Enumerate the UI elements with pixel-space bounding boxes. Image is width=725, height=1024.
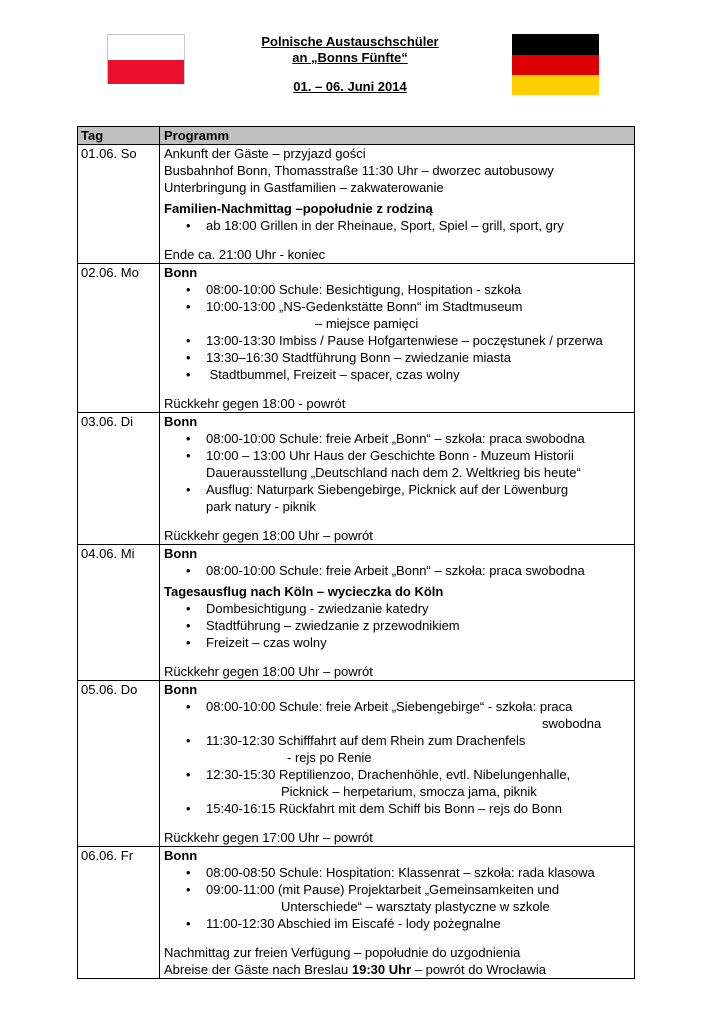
afternoon-note: Nachmittag zur freien Verfügung – popołudnie do uzgodnienia [164,945,521,960]
list-item: • 09:00-11:00 (mit Pause) Projektarbeit „Gemeinsamkeiten und [164,881,630,898]
list-item-continuation: – miejsce pamięci [315,316,419,331]
day-cell: 05.06. Do [78,681,160,847]
section-heading: Tagesausflug nach Köln – wycieczka do Köln [164,584,444,599]
table-row [78,847,635,979]
location-heading: Bonn [164,848,198,863]
table-row [78,264,635,413]
list-item: • Freizeit – czas wolny [164,634,630,651]
day-cell: 04.06. Mi [78,545,160,681]
list-item: • Dombesichtigung - zwiedzanie katedry [164,600,630,617]
program-line: Busbahnhof Bonn, Thomasstraße 11:30 Uhr – dworzec autobusowy [164,163,554,178]
list-item: • 08:00-08:50 Schule: Hospitation: Klassenrat – szkoła: rada klasowa [164,864,630,881]
list-item: • 13:00-13:30 Imbiss / Pause Hofgartenwiese – poczęstunek / przerwa [164,332,630,349]
program-cell [160,681,635,847]
table-row [78,413,635,545]
poland-flag-red-stripe [108,60,184,84]
list-item: • 08:00-10:00 Schule: Besichtigung, Hospitation - szkoła [164,281,630,298]
header-dates: 01. – 06. Juni 2014 [293,79,407,94]
list-item: • Ausflug: Naturpark Siebengebirge, Picknick auf der Löwenburg [164,481,630,498]
program-cell [160,545,635,681]
document-header [200,34,500,95]
list-item: • 08:00-10:00 Schule: freie Arbeit „Bonn“ – szkoła: praca swobodna [164,430,630,447]
location-heading: Bonn [164,265,198,280]
list-item: • ab 18:00 Grillen in der Rheinaue, Sport, Spiel – grill, sport, gry [164,217,630,234]
germany-flag-black-stripe [512,34,599,55]
program-cell [160,145,635,264]
schedule-table [77,126,635,979]
table-row [78,545,635,681]
return-note: Rückkehr gegen 18:00 - powrót [164,396,346,411]
list-item-continuation: - rejs po Renie [287,750,372,765]
list-item: • 08:00-10:00 Schule: freie Arbeit „Siebengebirge“ - szkoła: praca [164,698,630,715]
location-heading: Bonn [164,414,198,429]
departure-time: 19:30 Uhr [351,962,412,977]
list-item: • 10:00-13:00 „NS-Gedenkstätte Bonn“ im Stadtmuseum [164,298,630,315]
list-item-continuation: Unterschiede“ – warsztaty plastyczne w szkole [281,899,550,914]
germany-flag [512,34,599,95]
list-item: • 11:00-12:30 Abschied im Eiscafé - lody pożegnalne [164,915,630,932]
header-title: Polnische Austauschschüler [261,34,439,49]
list-item-continuation: park natury - piknik [206,499,316,514]
program-cell [160,264,635,413]
list-item: • 08:00-10:00 Schule: freie Arbeit „Bonn“ – szkoła: praca swobodna [164,562,630,579]
poland-flag-white-stripe [108,35,184,60]
return-note: Rückkehr gegen 17:00 Uhr – powrót [164,830,373,845]
column-header-day: Tag [78,127,160,145]
germany-flag-red-stripe [512,55,599,75]
table-header-row [78,127,635,145]
germany-flag-gold-stripe [512,75,599,95]
list-item-continuation: Picknick – herpetarium, smocza jama, piknik [281,784,537,799]
return-note: Ende ca. 21:00 Uhr - koniec [164,247,326,262]
day-cell: 02.06. Mo [78,264,160,413]
list-item: • Stadtführung – zwiedzanie z przewodnikiem [164,617,630,634]
list-item-continuation: Dauerausstellung „Deutschland nach dem 2. Weltkrieg bis heute“ [206,465,581,480]
return-note: Rückkehr gegen 18:00 Uhr – powrót [164,528,373,543]
section-heading: Familien-Nachmittag –popołudnie z rodziną [164,201,433,216]
list-item: • 13:30–16:30 Stadtführung Bonn – zwiedzanie miasta [164,349,630,366]
table-row [78,681,635,847]
departure-text: Abreise der Gäste nach Breslau [164,962,352,977]
day-cell: 01.06. So [78,145,160,264]
list-item: • 11:30-12:30 Schifffahrt auf dem Rhein zum Drachenfels [164,732,630,749]
header-subtitle: an „Bonns Fünfte“ [292,50,408,65]
location-heading: Bonn [164,546,198,561]
return-note: Rückkehr gegen 18:00 Uhr – powrót [164,664,373,679]
program-line: Unterbringung in Gastfamilien – zakwaterowanie [164,180,444,195]
list-item: • Stadtbummel, Freizeit – spacer, czas wolny [164,366,630,383]
list-item: • 15:40-16:15 Rückfahrt mit dem Schiff bis Bonn – rejs do Bonn [164,800,630,817]
departure-note [164,961,630,978]
table-row [78,145,635,264]
list-item-continuation: swobodna [542,716,602,731]
day-cell: 03.06. Di [78,413,160,545]
program-cell [160,847,635,979]
day-cell: 06.06. Fr [78,847,160,979]
departure-return: – powrót do Wrocławia [411,962,547,977]
poland-flag [107,34,185,84]
location-heading: Bonn [164,682,198,697]
list-item: • 10:00 – 13:00 Uhr Haus der Geschichte Bonn - Muzeum Historii [164,447,630,464]
column-header-program: Programm [160,127,635,145]
program-line: Ankunft der Gäste – przyjazd gości [164,146,366,161]
program-cell [160,413,635,545]
list-item: • 12:30-15:30 Reptilienzoo, Drachenhöhle, evtl. Nibelungenhalle, [164,766,630,783]
